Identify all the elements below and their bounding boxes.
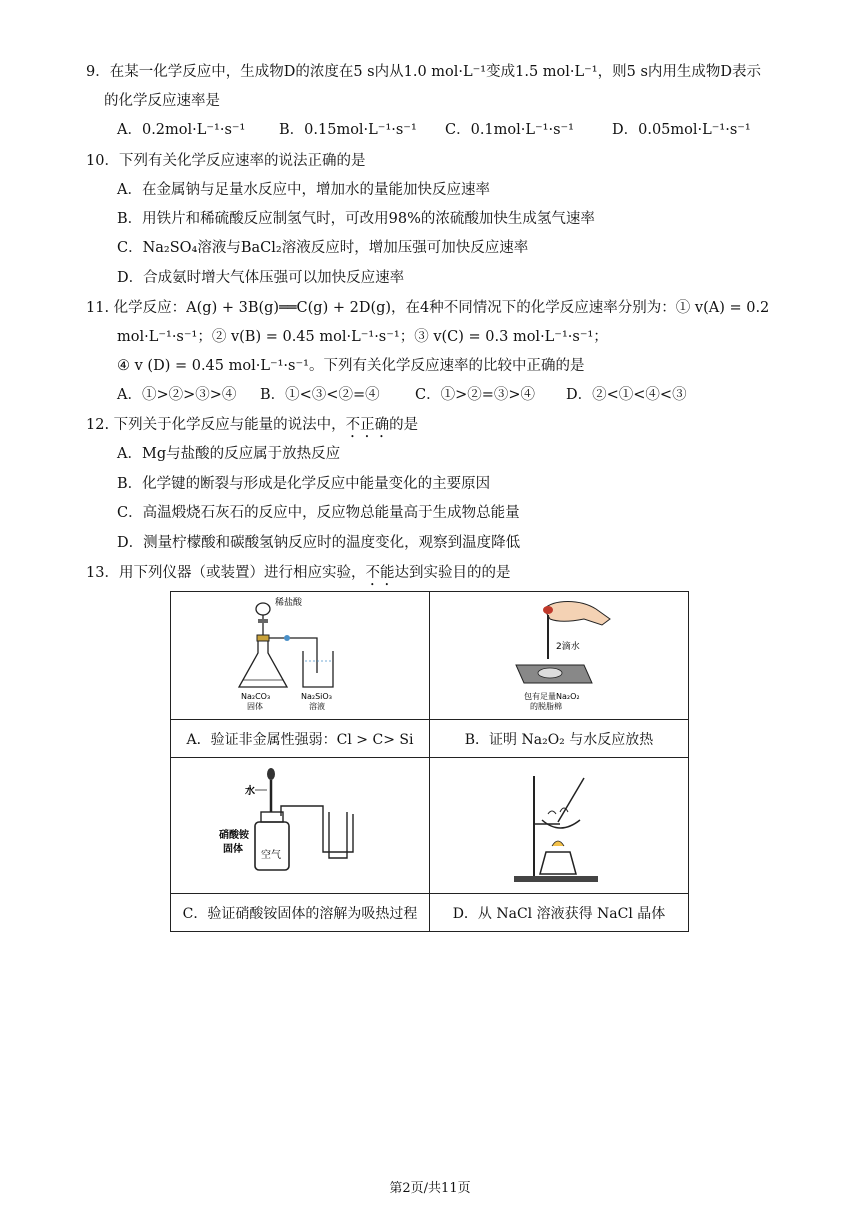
apparatus-a-cell[interactable] <box>171 592 430 720</box>
c-air-label: 空气 <box>261 849 281 861</box>
q13-stem: 13．用下列仪器（或装置）进行相应实验，不能达到实验目的的是 <box>86 565 511 581</box>
apparatus-c-cell[interactable] <box>171 758 430 894</box>
page-footer: 第2页/共11页 <box>389 1181 471 1196</box>
q10-stem: 10．下列有关化学反应速率的说法正确的是 <box>86 153 366 169</box>
q12-option-b[interactable]: B．化学键的断裂与形成是化学反应中能量变化的主要原因 <box>117 476 491 492</box>
b-cotton-label-1: 包有足量Na₂O₂ <box>524 691 580 701</box>
a-left-label-1: Na₂CO₃ <box>241 691 271 701</box>
q10-option-c[interactable]: C．Na₂SO₄溶液与BaCl₂溶液反应时，增加压强可加快反应速率 <box>117 240 529 256</box>
q9-option-b[interactable]: B．0.15mol·L⁻¹·s⁻¹ <box>279 122 417 138</box>
caption-a[interactable]: A．验证非金属性强弱：Cl > C> Si <box>171 720 430 758</box>
a-right-label-2: 溶液 <box>309 701 325 711</box>
q12-stem: 12. 下列关于化学反应与能量的说法中，不正确的是 <box>86 417 419 433</box>
caption-c[interactable]: C．验证硝酸铵固体的溶解为吸热过程 <box>171 894 430 932</box>
q9-stem-line2: 的化学反应速率是 <box>104 93 220 109</box>
apparatus-b-cell[interactable] <box>430 592 689 720</box>
q12-emphasis: 不正确 <box>345 417 390 433</box>
q11-option-b[interactable]: B．①<③<②=④ <box>260 387 380 403</box>
a-left-label-2: 固体 <box>247 701 263 711</box>
q11-option-c[interactable]: C．①>②=③>④ <box>415 387 536 403</box>
q11-stem-line1: 11. 化学反应：A(g) + 3B(g)══C(g) + 2D(g)，在4种不同情况下的化学反应速率分别为：① v(A) = 0.2 <box>86 300 770 316</box>
q9-option-d[interactable]: D．0.05mol·L⁻¹·s⁻¹ <box>612 122 751 138</box>
flask-beaker-apparatus-icon <box>225 595 375 717</box>
q11-option-a[interactable]: A．①>②>③>④ <box>117 387 237 403</box>
q9-options <box>0 120 860 140</box>
q10-option-a[interactable]: A．在金属钠与足量水反应中，增加水的量能加快反应速率 <box>117 182 490 198</box>
q9-stem-line1: 9．在某一化学反应中，生成物D的浓度在5 s内从1.0 mol·L⁻¹变成1.5 mol·L⁻¹，则5 s内用生成物D表示 <box>86 64 762 80</box>
q9-option-a[interactable]: A．0.2mol·L⁻¹·s⁻¹ <box>117 122 246 138</box>
q9-option-c[interactable]: C．0.1mol·L⁻¹·s⁻¹ <box>445 122 574 138</box>
caption-b[interactable]: B．证明 Na₂O₂ 与水反应放热 <box>430 720 689 758</box>
q13-emphasis: 不能 <box>365 565 395 581</box>
q12-option-d[interactable]: D．测量柠檬酸和碳酸氢钠反应时的温度变化，观察到温度降低 <box>117 535 521 551</box>
experiment-table <box>170 591 689 932</box>
b-water-label: 2滴水 <box>556 641 580 652</box>
c-salt-label-1: 硝酸铵 <box>219 829 249 841</box>
bottle-u-tube-apparatus-icon <box>205 762 395 890</box>
q11-options <box>0 385 860 405</box>
q12-option-a[interactable]: A．Mg与盐酸的反应属于放热反应 <box>117 446 341 462</box>
q11-stem-line2: mol·L⁻¹·s⁻¹；② v(B) = 0.45 mol·L⁻¹·s⁻¹；③ v(C) = 0.3 mol·L⁻¹·s⁻¹； <box>117 329 608 345</box>
q10-option-b[interactable]: B．用铁片和稀硫酸反应制氢气时，可改用98%的浓硫酸加快生成氢气速率 <box>117 211 595 227</box>
c-salt-label-2: 固体 <box>223 843 243 855</box>
q11-option-d[interactable]: D．②<①<④<③ <box>566 387 687 403</box>
a-acid-label: 稀盐酸 <box>275 597 303 608</box>
evaporating-dish-stand-icon <box>484 762 634 890</box>
b-cotton-label-2: 的脱脂棉 <box>530 701 562 711</box>
caption-d[interactable]: D．从 NaCl 溶液获得 NaCl 晶体 <box>430 894 689 932</box>
c-water-label: 水 <box>245 785 255 797</box>
q12-option-c[interactable]: C．高温煅烧石灰石的反应中，反应物总能量高于生成物总能量 <box>117 505 520 521</box>
q11-stem-line3: ④ v (D) = 0.45 mol·L⁻¹·s⁻¹。下列有关化学反应速率的比较中正确的是 <box>117 358 585 374</box>
dropper-cotton-apparatus-icon <box>484 595 634 717</box>
a-right-label-1: Na₂SiO₃ <box>301 691 332 701</box>
q10-option-d[interactable]: D．合成氨时增大气体压强可以加快反应速率 <box>117 270 405 286</box>
apparatus-d-cell[interactable] <box>430 758 689 894</box>
